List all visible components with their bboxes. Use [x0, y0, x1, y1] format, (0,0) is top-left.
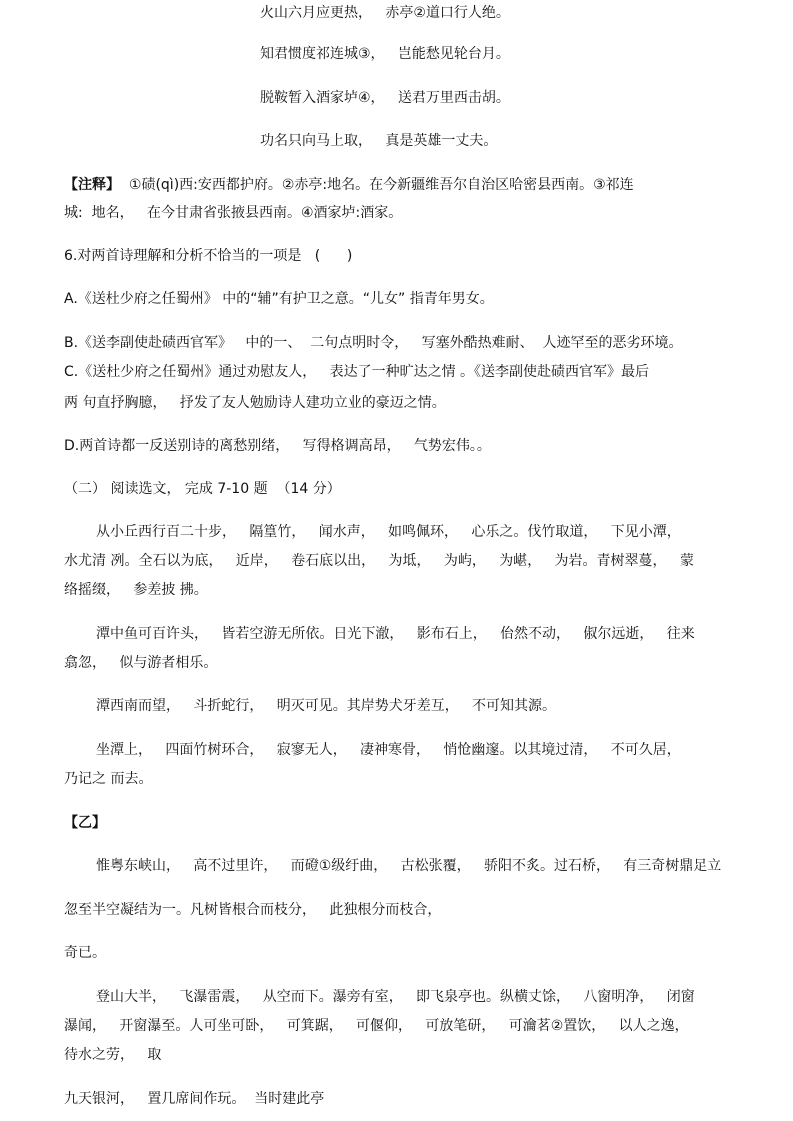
- passage-yi-label: 【乙】: [64, 815, 106, 831]
- notes-text: 城: 地名， 在今甘肃省张掖县西南。④酒家垆:酒家。: [64, 205, 403, 221]
- passage-line: 水尤清 冽。全石以为底， 近岸， 卷石底以出， 为坻， 为屿， 为嵁， 为岩。青树翠蔓， 蒙: [64, 553, 694, 569]
- passage-line: 潭中鱼可百许头， 皆若空游无所依。日光下澈， 影布石上， 佁然不动， 俶尔远逝， 往来: [96, 626, 695, 642]
- passage-line: 九天银河， 置几席间作玩。 当时建此亭: [64, 1091, 325, 1107]
- poem-line: 脱鞍暂入酒家垆④， 送君万里西击胡。: [260, 90, 510, 106]
- question-stem: 6.对两首诗理解和分析不恰当的一项是 ( ): [64, 248, 353, 264]
- passage-line: 坐潭上， 四面竹树环合， 寂寥无人， 凄神寒骨， 悄怆幽邃。以其境过清， 不可久居，: [96, 742, 681, 758]
- option-b: B.《送李副使赴碛西官军》 中的一、 二句点明时令， 写塞外酷热难耐、 人迹罕至的恶劣环境。: [64, 335, 683, 351]
- option-c-continued: 两 句直抒胸臆， 抒发了友人勉励诗人建功立业的豪迈之情。: [64, 395, 446, 411]
- section-heading: （二） 阅读选文， 完成 7-10 题 （14 分）: [64, 481, 341, 497]
- poem-line: 功名只向马上取， 真是英雄一丈夫。: [260, 133, 498, 149]
- passage-line: 翕忽， 似与游者相乐。: [64, 655, 218, 671]
- passage-line: 潭西南而望， 斗折蛇行， 明灭可见。其岸势犬牙差互， 不可知其源。: [96, 698, 557, 714]
- passage-line: 从小丘西行百二十步， 隔篁竹， 闻水声， 如鸣佩环， 心乐之。伐竹取道， 下见小潭，: [96, 524, 681, 540]
- passage-line: 奇已。: [64, 945, 106, 961]
- notes-text: ①碛(qì)西:安西都护府。②赤亭:地名。在今新疆维吾尔自治区哈密县西南。③祁连: [120, 177, 634, 193]
- option-c: C.《送杜少府之任蜀州》通过劝慰友人， 表达了一种旷达之情 。《送李副使赴碛西官军》最后: [64, 364, 650, 380]
- passage-line: 惟粤东峡山， 高不过里许， 而磴①级纡曲， 古松张覆， 骄阳不炙。过石桥， 有三奇树鼎足立: [96, 858, 722, 874]
- notes-label: 【注释】: [64, 177, 120, 193]
- poem-line: 知君惯度祁连城③， 岂能愁见轮台月。: [260, 46, 510, 62]
- option-d: D.两首诗都一反送别诗的离愁别绪， 写得格调高昂， 气势宏伟。。: [64, 438, 491, 454]
- option-a: A.《送杜少府之任蜀州》 中的“辅”有护卫之意。“儿女” 指青年男女。: [64, 291, 494, 307]
- passage-line: 忽至半空凝结为一。凡树皆根合而枝分， 此独根分而枝合，: [64, 902, 442, 918]
- poem-line: 火山六月应更热， 赤亭②道口行人绝。: [260, 5, 510, 21]
- passage-line: 待水之劳， 取: [64, 1047, 162, 1063]
- passage-line: 乃记之 而去。: [64, 771, 153, 787]
- passage-line: 络摇缀， 参差披 拂。: [64, 582, 208, 598]
- passage-line: 瀑闻， 开窗瀑至。人可坐可卧， 可箕踞， 可偃仰， 可放笔研， 可瀹茗②置饮， 以人之逸，: [64, 1018, 689, 1034]
- passage-line: 登山大半， 飞瀑雷震， 从空而下。瀑旁有室， 即飞泉亭也。纵横丈馀， 八窗明净， 闭窗: [96, 989, 695, 1005]
